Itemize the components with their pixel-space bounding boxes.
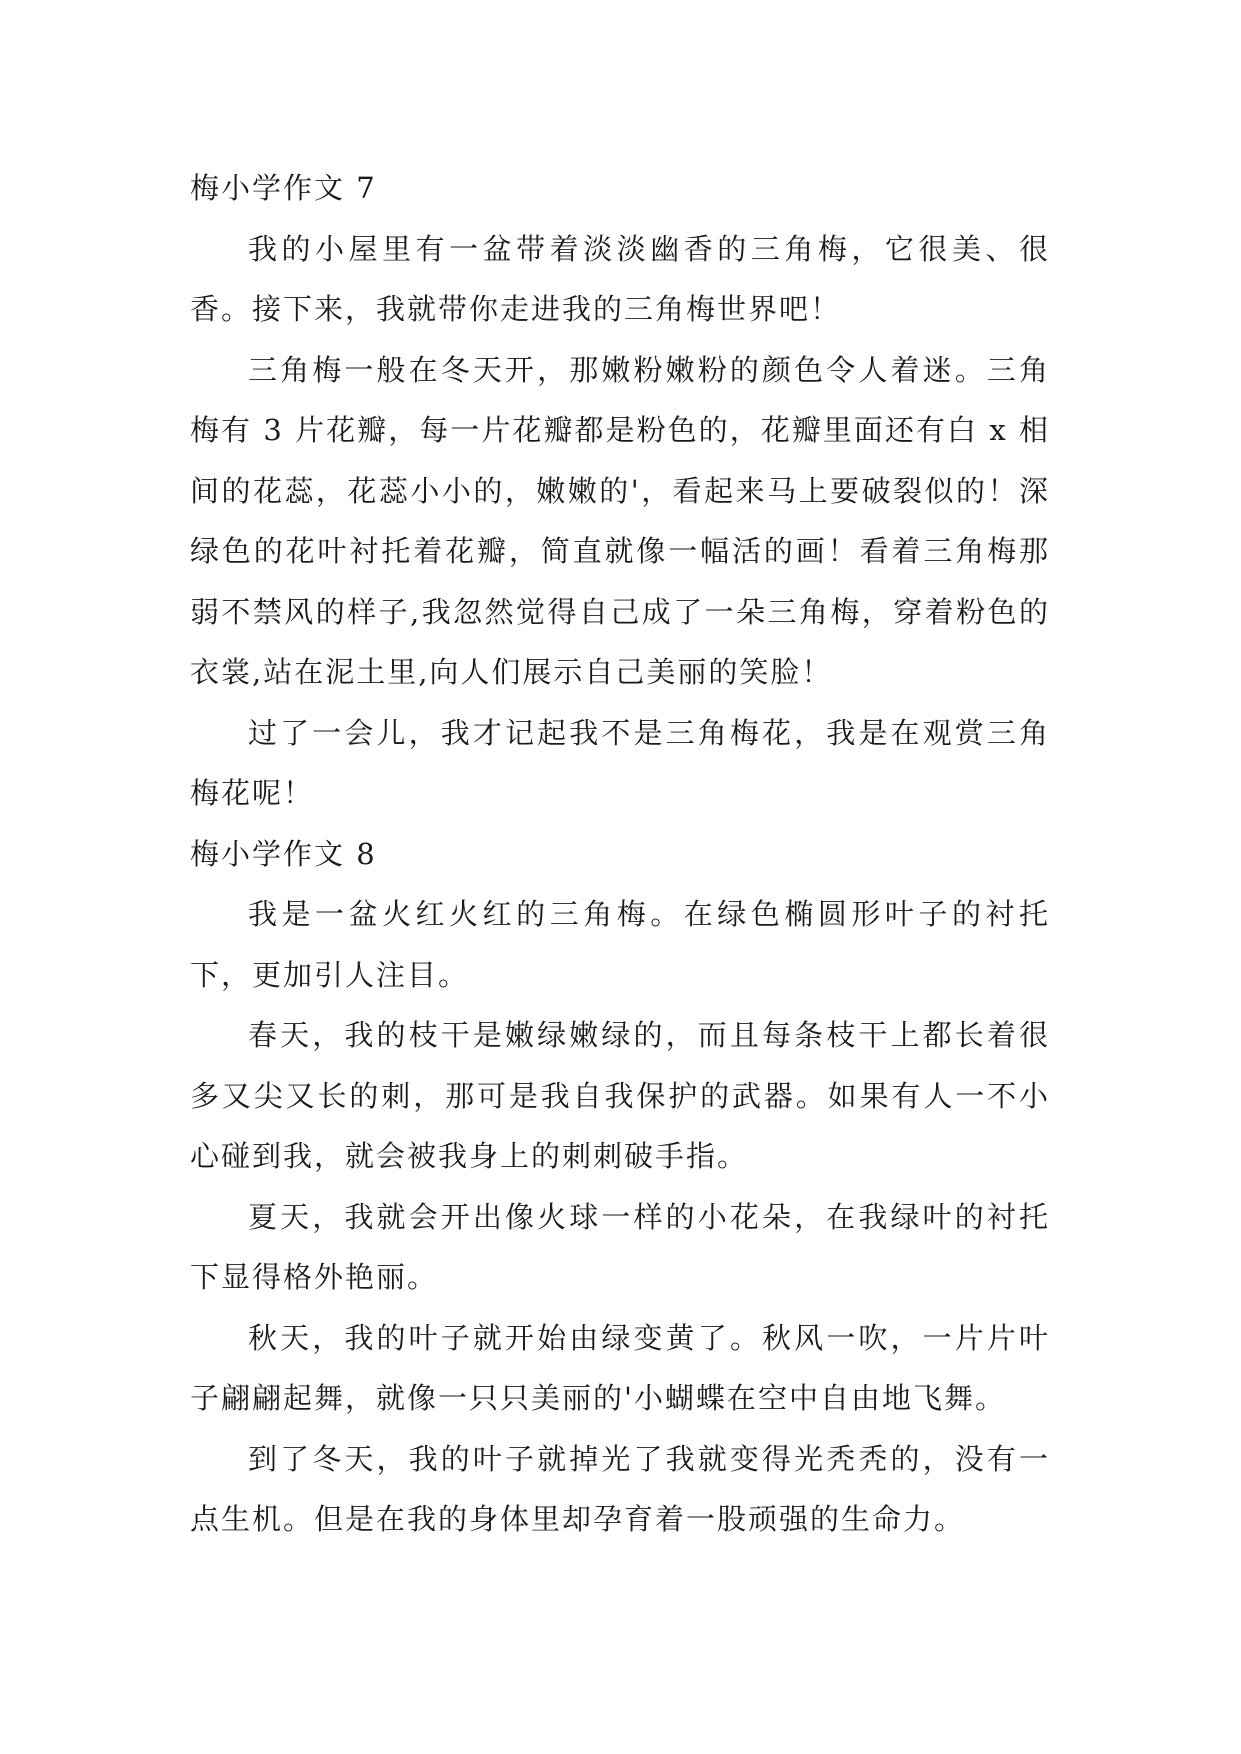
paragraph: 到了冬天，我的叶子就掉光了我就变得光秃秃的，没有一点生机。但是在我的身体里却孕育着一股顽强的生命力。 (190, 1441, 1050, 1536)
paragraph: 过了一会儿，我才记起我不是三角梅花，我是在观赏三角梅花呢！ (190, 715, 1050, 810)
paragraph: 夏天，我就会开出像火球一样的小花朵，在我绿叶的衬托下显得格外艳丽。 (190, 1199, 1050, 1294)
paragraph: 三角梅一般在冬天开，那嫩粉嫩粉的颜色令人着迷。三角梅有 3 片花瓣，每一片花瓣都是粉色的，花瓣里面还有白 x 相间的花蕊，花蕊小小的，嫩嫩的'，看起来马上要破裂似的！深绿色的花叶衬托着花瓣，简直就像一幅活的画！看着三角梅那弱不禁风的样子,我忽然觉得自己成了一朵三角梅，穿着粉色的衣裳,站在泥土里,向人们展示自己美丽的笑脸！ (190, 352, 1050, 689)
document-body (190, 158, 1050, 1550)
paragraph: 我是一盆火红火红的三角梅。在绿色椭圆形叶子的衬托下，更加引人注目。 (190, 897, 1050, 992)
paragraph: 我的小屋里有一盆带着淡淡幽香的三角梅，它很美、很香。接下来，我就带你走进我的三角梅世界吧！ (190, 231, 1050, 326)
section-title: 梅小学作文 7 (190, 171, 377, 205)
section-title: 梅小学作文 8 (190, 836, 377, 871)
paragraph: 春天，我的枝干是嫩绿嫩绿的，而且每条枝干上都长着很多又尖又长的刺，那可是我自我保护的武器。如果有人一不小心碰到我，就会被我身上的刺刺破手指。 (190, 1018, 1050, 1173)
paragraph: 秋天，我的叶子就开始由绿变黄了。秋风一吹，一片片叶子翩翩起舞，就像一只只美丽的'小蝴蝶在空中自由地飞舞。 (190, 1320, 1050, 1415)
